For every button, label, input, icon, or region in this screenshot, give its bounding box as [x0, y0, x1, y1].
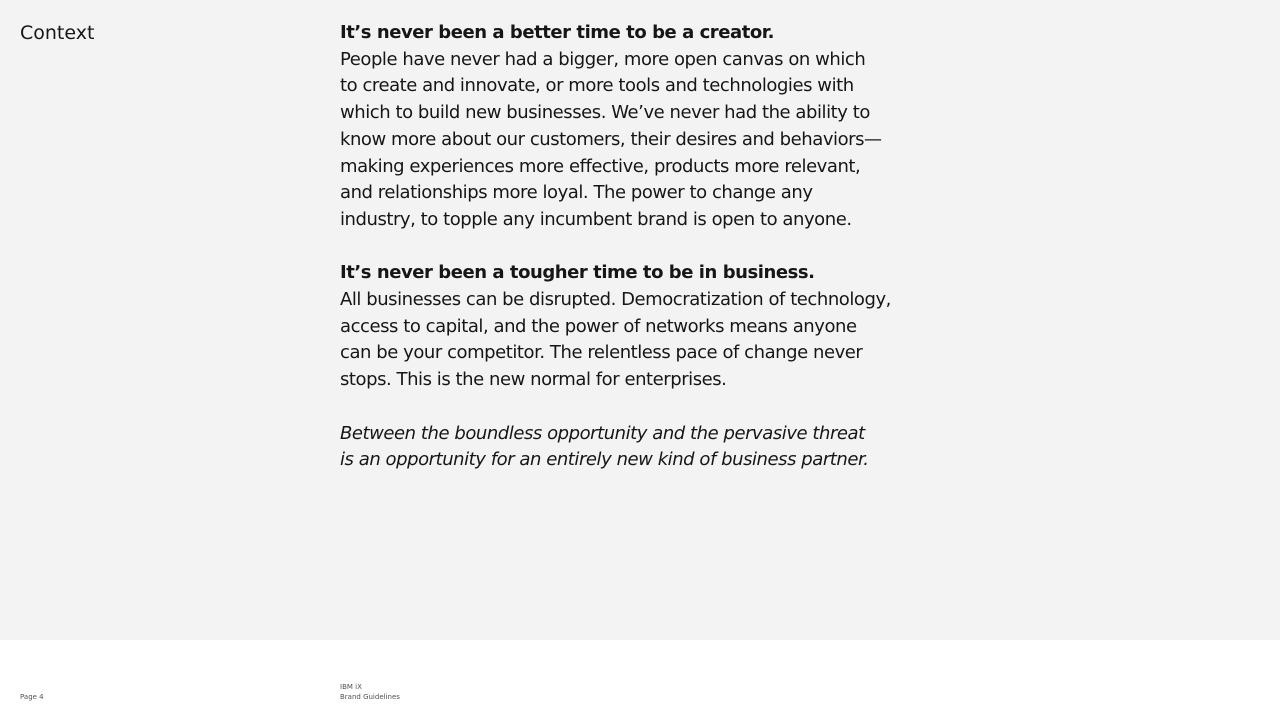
paragraph-business — [340, 260, 940, 394]
paragraph-body: All businesses can be disrupted. Democratization of technology, access to capital, and the power of networks means anyone can be your competitor. The relentless pace of change never stops. This is the new normal for enterprises. — [340, 289, 891, 391]
body-content — [340, 20, 940, 474]
page-number: Page 4 — [20, 693, 44, 701]
section-label: Context — [20, 22, 95, 44]
footer-brand — [340, 682, 400, 702]
paragraph-creator — [340, 20, 940, 234]
paragraph-heading: It’s never been a better time to be a creator. — [340, 22, 775, 43]
closing-statement: Between the boundless opportunity and the pervasive threat is an opportunity for an entirely new kind of business partner. — [340, 422, 869, 471]
brand-name: IBM iX — [340, 683, 362, 691]
paragraph-body: People have never had a bigger, more open canvas on which to create and innovate, or more tools and technologies with which to build new businesses. We’ve never had the ability to know more about our customers, their desires and behaviors— making experiences more effective, products more relevant, and relationships more loyal. The power to change any industry, to topple any incumbent brand is open to anyone. — [340, 48, 882, 230]
paragraph-heading: It’s never been a tougher time to be in business. — [340, 262, 815, 284]
document-title: Brand Guidelines — [340, 693, 400, 701]
paragraph-closing — [340, 421, 940, 474]
